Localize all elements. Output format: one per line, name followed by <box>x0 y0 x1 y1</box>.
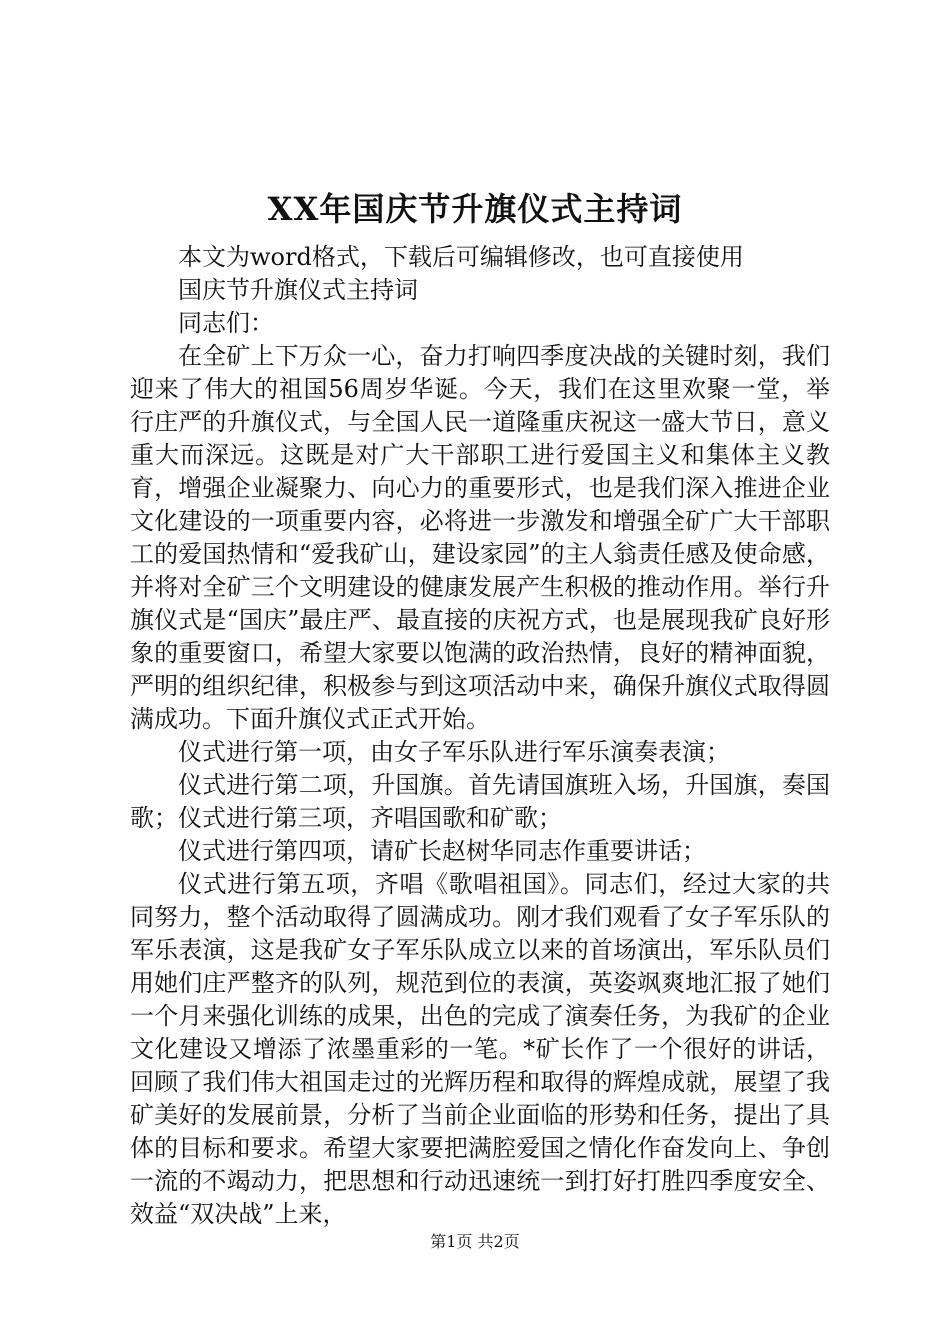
format-note: 本文为word格式，下载后可编辑修改，也可直接使用 <box>178 243 744 271</box>
body-paragraph: 仪式进行第五项，齐唱《歌唱祖国》。同志们，经过大家的共同努力，整个活动取得了圆满成功。刚才我们观看了女子军乐队的军乐表演，这是我矿女子军乐队成立以来的首场演出，军乐队员们用她们庄严整齐的队列，规范到位的表演，英姿飒爽地汇报了她们一个月来强化训练的成果，出色的完成了演奏任务，为我矿的企业文化建设又增添了浓墨重彩的一笔。*矿长作了一个很好的讲话，回顾了我们伟大祖国走过的光辉历程和取得的辉煌成就，展望了我矿美好的发展前景，分析了当前企业面临的形势和任务，提出了具体的目标和要求。希望大家要把满腔爱国之情化作奋发向上、争创一流的不竭动力，把思想和行动迅速统一到打好打胜四季度安全、效益“双决战”上来， <box>130 870 830 1228</box>
body-paragraph: 在全矿上下万众一心，奋力打响四季度决战的关键时刻，我们迎来了伟大的祖国56周岁华诞。今天，我们在这里欢聚一堂，举行庄严的升旗仪式，与全国人民一道隆重庆祝这一盛大节日，意义重大而深远。这既是对广大干部职工进行爱国主义和集体主义教育，增强企业凝聚力、向心力的重要形式，也是我们深入推进企业文化建设的一项重要内容，必将进一步激发和增强全矿广大干部职工的爱国热情和“爱我矿山，建设家园”的主人翁责任感及使命感，并将对全矿三个文明建设的健康发展产生积极的推动作用。举行升旗仪式是“国庆”最庄严、最直接的庆祝方式，也是展现我矿良好形象的重要窗口，希望大家要以饱满的政治热情，良好的精神面貌，严明的组织纪律，积极参与到这项活动中来，确保升旗仪式取得圆满成功。下面升旗仪式正式开始。 <box>130 342 830 733</box>
document-body <box>130 241 830 1231</box>
salutation: 同志们： <box>178 309 274 337</box>
subtitle: 国庆节升旗仪式主持词 <box>178 276 418 304</box>
document-title: XX年国庆节升旗仪式主持词 <box>267 190 683 228</box>
page-indicator: 第1页 共2页 <box>430 1232 520 1251</box>
body-paragraph: 仪式进行第二项，升国旗。首先请国旗班入场，升国旗，奏国歌；仪式进行第三项，齐唱国歌和矿歌； <box>130 771 830 832</box>
body-paragraph: 仪式进行第一项，由女子军乐队进行军乐演奏表演； <box>178 738 730 766</box>
body-paragraph: 仪式进行第四项，请矿长赵树华同志作重要讲话； <box>178 837 706 865</box>
